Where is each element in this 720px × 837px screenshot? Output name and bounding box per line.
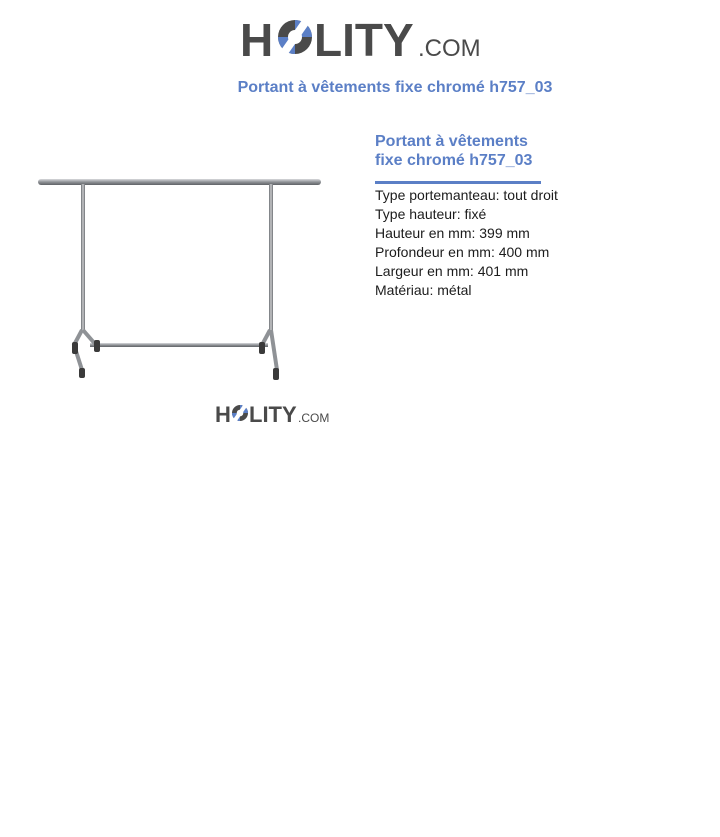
rack-left-upright	[81, 184, 85, 332]
spec-item: Matériau: métal	[375, 282, 472, 298]
logo-suffix: .COM	[418, 35, 481, 62]
spec-item: Type hauteur: fixé	[375, 206, 487, 222]
holity-logo-small	[215, 400, 333, 428]
rack-top-rail	[38, 179, 321, 185]
product-heading-line2: fixe chromé h757_03	[375, 152, 533, 169]
logo-o-icon	[278, 17, 312, 58]
spec-item: Largeur en mm: 401 mm	[375, 263, 529, 279]
clothes-rack-image	[30, 170, 330, 385]
page-title: Portant à vêtements fixe chromé h757_03	[237, 79, 553, 96]
spec-item: Hauteur en mm: 399 mm	[375, 225, 530, 241]
holity-logo	[240, 12, 485, 68]
product-heading	[375, 132, 555, 170]
svg-text:H: H	[215, 402, 231, 427]
spec-item: Profondeur en mm: 400 mm	[375, 244, 550, 260]
product-heading-line1: Portant à vêtements	[375, 133, 528, 150]
spec-item: Type portemanteau: tout droit	[375, 187, 558, 203]
rack-bottom-bar	[90, 343, 268, 347]
logo-letter-h: H	[240, 14, 274, 66]
spec-list	[375, 186, 558, 300]
rack-right-upright	[269, 184, 273, 332]
logo-small-o-icon	[232, 404, 248, 423]
logo-word: LITY	[314, 14, 414, 66]
svg-text:.COM: .COM	[298, 411, 330, 425]
heading-divider	[375, 181, 541, 184]
svg-text:LITY: LITY	[249, 402, 297, 427]
